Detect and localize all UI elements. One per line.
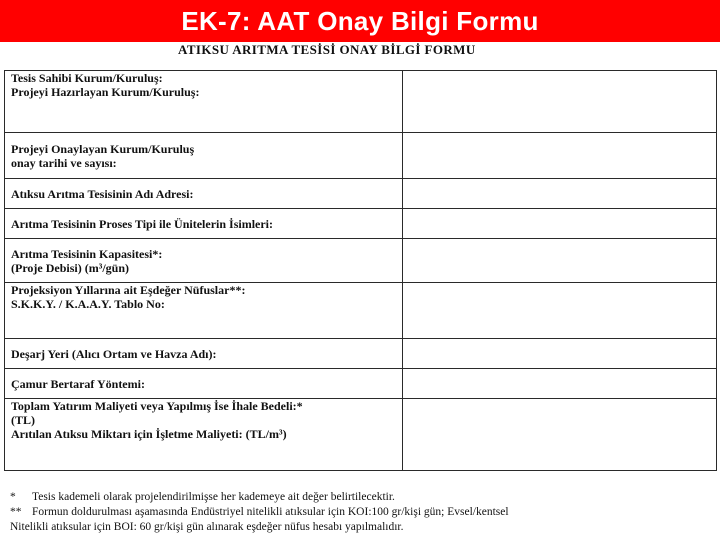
form-label-cell	[5, 71, 403, 133]
form-row-name-address	[5, 179, 717, 209]
footnote-1	[10, 490, 700, 505]
label-process-type: Arıtma Tesisinin Proses Tipi ile Ünitelerin İsimleri:	[5, 209, 403, 239]
form-row-sludge	[5, 369, 717, 399]
form-row-population	[5, 283, 717, 339]
value-cell-approver[interactable]	[403, 133, 717, 179]
label-approval-date-number: onay tarihi ve sayısı:	[11, 155, 117, 170]
value-cell-discharge[interactable]	[403, 339, 717, 369]
footnote-2-text-line1: Formun doldurulması aşamasında Endüstriyel nitelikli atıksular için KOI:100 gr/kişi gün; Evsel/kentsel	[32, 506, 509, 518]
form-row-process	[5, 209, 717, 239]
form-row-cost	[5, 399, 717, 471]
value-cell-capacity[interactable]	[403, 239, 717, 283]
label-table-number: S.K.K.Y. / K.A.A.Y. Tablo No:	[11, 297, 165, 311]
footnote-2-continuation: Nitelikli atıksular için BOI: 60 gr/kişi gün alınarak eşdeğer nüfus hesabı yapılmalıdır.	[10, 521, 404, 533]
label-project-flow: (Proje Debisi) (m³/gün)	[11, 260, 130, 275]
label-operating-cost: Arıtılan Atıksu Miktarı için İşletme Maliyeti: (TL/m³)	[11, 427, 287, 441]
form-label-cell	[5, 283, 403, 339]
footnote-2-mark: **	[10, 506, 22, 518]
approval-form-table	[4, 70, 717, 471]
label-investment-cost: Toplam Yatırım Maliyeti veya Yapılmış İse İhale Bedeli:*	[11, 399, 303, 413]
label-project-preparer: Projeyi Hazırlayan Kurum/Kuruluş:	[11, 85, 200, 99]
form-row-owner	[5, 71, 717, 133]
footnote-1-text: Tesis kademeli olarak projelendirilmişse her kademeye ait değer belirtilecektir.	[32, 491, 395, 503]
value-cell-process[interactable]	[403, 209, 717, 239]
label-plant-name-address: Atıksu Arıtma Tesisinin Adı Adresi:	[5, 179, 403, 209]
label-equivalent-population: Projeksiyon Yıllarına ait Eşdeğer Nüfuslar**:	[11, 283, 246, 297]
label-currency-tl: (TL)	[11, 413, 35, 427]
value-cell-population[interactable]	[403, 283, 717, 339]
value-cell-owner[interactable]	[403, 71, 717, 133]
form-label-cell	[5, 133, 403, 179]
slide-title: EK-7: AAT Onay Bilgi Formu	[0, 0, 720, 42]
footnote-2	[10, 505, 700, 520]
label-facility-owner: Tesis Sahibi Kurum/Kuruluş:	[11, 71, 163, 85]
form-label-cell	[5, 399, 403, 471]
value-cell-sludge[interactable]	[403, 369, 717, 399]
form-row-discharge	[5, 339, 717, 369]
value-cell-name-address[interactable]	[403, 179, 717, 209]
label-sludge-disposal: Çamur Bertaraf Yöntemi:	[5, 369, 403, 399]
form-row-approver	[5, 133, 717, 179]
form-title: ATIKSU ARITMA TESİSİ ONAY BİLGİ FORMU	[178, 42, 476, 57]
label-project-approver: Projeyi Onaylayan Kurum/Kuruluş	[11, 141, 195, 156]
value-cell-cost[interactable]	[403, 399, 717, 471]
footnotes	[10, 490, 700, 535]
footnote-1-mark: *	[10, 491, 16, 503]
form-row-capacity	[5, 239, 717, 283]
form-label-cell	[5, 239, 403, 283]
label-capacity: Arıtma Tesisinin Kapasitesi*:	[11, 246, 163, 261]
label-discharge-location: Deşarj Yeri (Alıcı Ortam ve Havza Adı):	[5, 339, 403, 369]
